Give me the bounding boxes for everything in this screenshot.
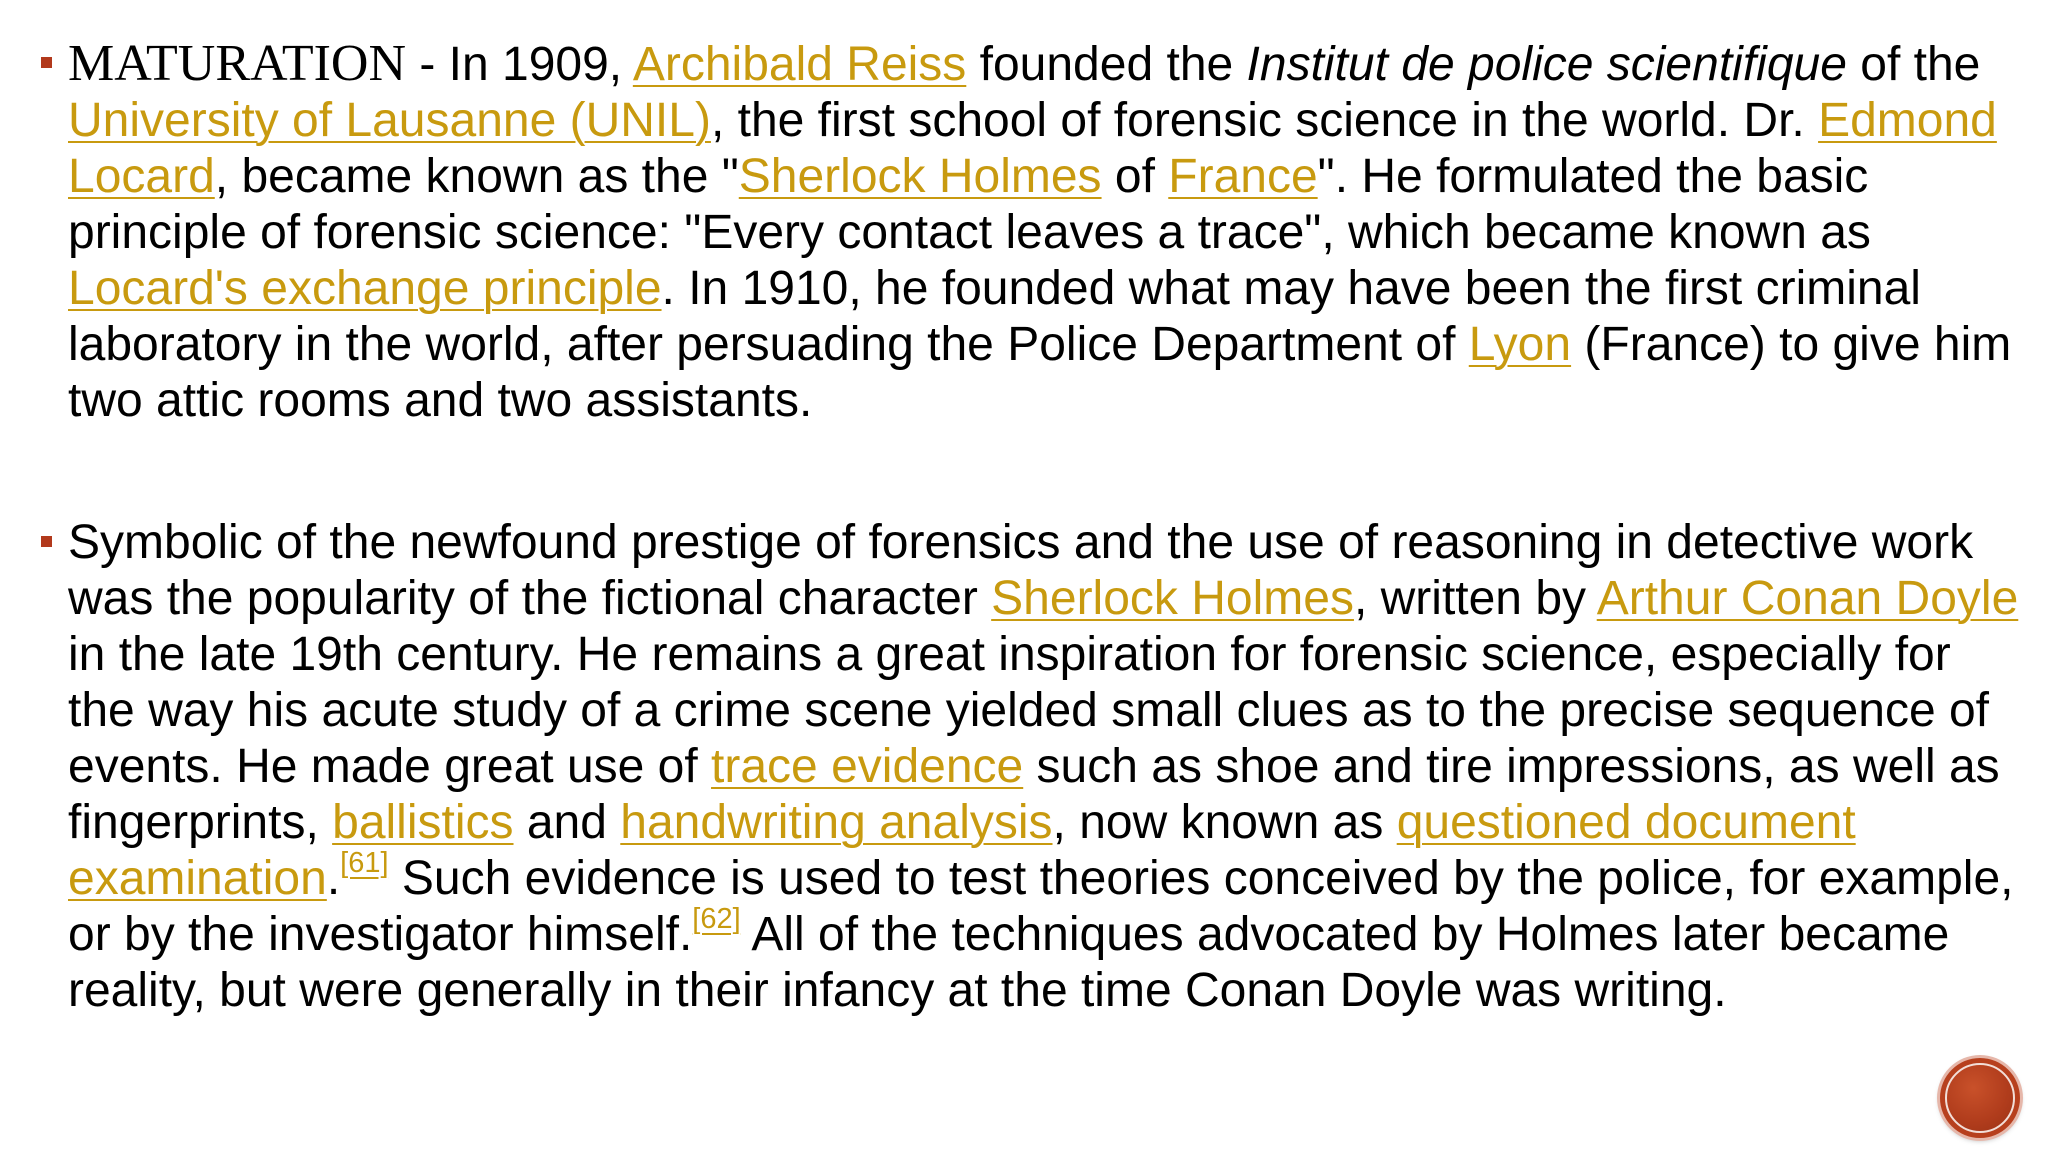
link-ballistics[interactable]: ballistics <box>332 796 514 849</box>
link-questioned-document-examination[interactable]: questioned document examination <box>68 796 1856 905</box>
bullet-text: . In 1910, he founded what may have been the first criminal laboratory in the world, after persuading the Police Department of <box>68 262 1921 371</box>
bullet-text: - In 1909, <box>406 38 633 91</box>
bullet-text: All of the techniques advocated by Holmes later became reality, but were generally in their infancy at the time Conan Doyle was writing. <box>68 908 1950 1017</box>
link-archibald-reiss[interactable]: Archibald Reiss <box>632 38 967 91</box>
link-sherlock-holmes[interactable]: Sherlock Holmes <box>991 572 1354 625</box>
bullet-text: and <box>513 796 621 849</box>
bullet-marker <box>41 536 52 547</box>
citation-link-61[interactable]: [61] <box>340 847 389 879</box>
link-sherlock-holmes-france[interactable]: Sherlock Holmes <box>738 150 1102 203</box>
bullet-text: of <box>1101 150 1169 203</box>
circle-nav-ring <box>1945 1063 2015 1133</box>
bullet-text: (France) to give him two attic rooms and two assistants. <box>68 318 2012 427</box>
bullet-text: Symbolic of the newfound prestige of forensics and the use of reasoning in detective work was the popularity of the fictional character <box>68 516 1974 625</box>
institut-name: Institut de police scientifique <box>1246 38 1847 91</box>
circle-nav-icon[interactable] <box>1940 1058 2020 1138</box>
bullet-text: such as shoe and tire impressions, as well as fingerprints, <box>68 740 2000 849</box>
bullet-text: , became known as the " <box>214 150 739 203</box>
citation-link-62[interactable]: [62] <box>692 903 741 935</box>
link-locards-exchange-principle[interactable]: Locard's exchange principle <box>68 262 662 315</box>
bullet-text: founded the <box>966 38 1247 91</box>
bullet-item-sherlock <box>68 515 2028 1019</box>
bullet-text: , the first school of forensic science in the world. Dr. <box>710 94 1819 147</box>
maturation-heading: MATURATION <box>68 35 406 92</box>
link-edmond-locard[interactable]: Edmond Locard <box>68 94 1997 203</box>
bullet-text: in the late 19th century. He remains a great inspiration for forensic science, especially for the way his acute study of a crime scene yielded small clues as to the precise sequence of events. He made great use of <box>68 628 1990 793</box>
bullet-text: ". He formulated the basic principle of forensic science: "Every contact leaves a trace", which became known as <box>68 150 1871 259</box>
bullet-text: Such evidence is used to test theories conceived by the police, for example, or by the investigator himself. <box>68 852 2014 961</box>
bullet-text: of the <box>1846 38 1981 91</box>
bullet-text: , written by <box>1353 572 1597 625</box>
bullet-text: . <box>326 852 341 905</box>
link-trace-evidence[interactable]: trace evidence <box>711 740 1024 793</box>
bullet-text: , now known as <box>1052 796 1397 849</box>
link-university-of-lausanne[interactable]: University of Lausanne (UNIL) <box>68 94 711 147</box>
link-arthur-conan-doyle[interactable]: Arthur Conan Doyle <box>1596 572 2019 625</box>
bullet-marker <box>41 57 52 68</box>
bullet-item-maturation <box>68 36 2028 429</box>
link-handwriting-analysis[interactable]: handwriting analysis <box>620 796 1053 849</box>
link-france[interactable]: France <box>1168 150 1318 203</box>
link-lyon[interactable]: Lyon <box>1468 318 1572 371</box>
